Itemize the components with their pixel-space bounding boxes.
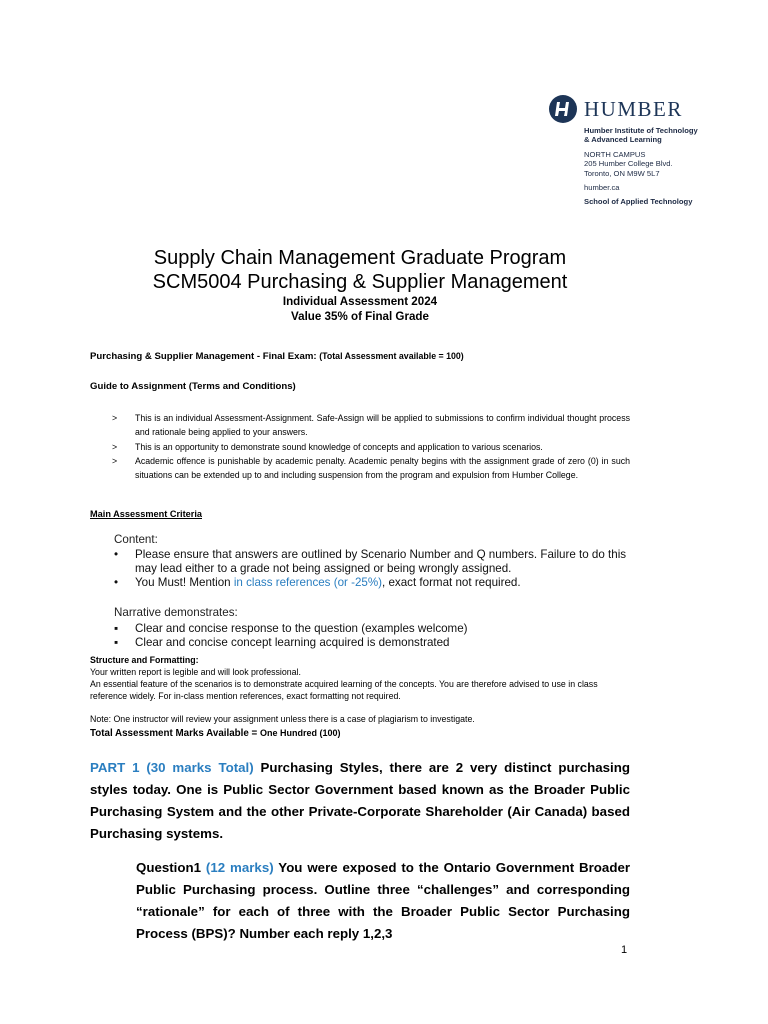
guide-item	[112, 454, 630, 483]
logo-wordmark: HUMBER	[584, 97, 683, 121]
bullet-icon: •	[114, 548, 119, 561]
structure-line: An essential feature of the scenarios is to demonstrate acquired learning of the concepts. You are therefore advised to use in class reference widely. For in-class mention references, exact formatting not required.	[90, 679, 598, 701]
part1-label: PART 1 (30 marks Total)	[90, 760, 254, 775]
campus-name: NORTH CAMPUS	[584, 149, 646, 159]
structure-heading: Structure and Formatting:	[90, 655, 199, 665]
page-number: 1	[621, 944, 628, 956]
question1-text: You were exposed to the Ontario Government Broader Public Purchasing process. Outline three “challenges” and corresponding “rationale” for each of three with the Broader Public Sector Purchasing Process (BPS)? Number each reply 1,2,3	[136, 860, 631, 941]
guide-marker: >	[112, 455, 118, 466]
guide-heading: Guide to Assignment (Terms and Conditions)	[90, 381, 296, 392]
institution-address	[584, 126, 764, 207]
humber-logo-icon	[548, 94, 578, 124]
narrative-label: Narrative demonstrates:	[114, 606, 238, 619]
humber-logo	[548, 94, 683, 124]
guide-item	[112, 440, 630, 454]
content-item-text: You Must! Mention	[135, 576, 234, 589]
narrative-item-text: Clear and concise concept learning acquired is demonstrated	[135, 636, 450, 649]
content-list	[114, 548, 634, 590]
list-item	[114, 622, 634, 636]
assessment-value: Value 35% of Final Grade	[291, 310, 429, 323]
square-bullet-icon: ▪	[114, 622, 119, 635]
guide-item-text: This is an individual Assessment-Assignment. Safe-Assign will be applied to submissions to confirm individual thought process and rationale being applied to your answers.	[135, 413, 630, 438]
guide-marker: >	[112, 413, 118, 423]
guide-list	[112, 411, 630, 482]
question1	[136, 857, 630, 945]
guide-item-text: This is an opportunity to demonstrate sound knowledge of concepts and application to various scenarios.	[135, 441, 543, 452]
total-marks-label: Total Assessment Marks Available =	[90, 728, 260, 739]
assessment-title: Individual Assessment 2024	[282, 295, 438, 308]
course-title: SCM5004 Purchasing & Supplier Management	[152, 271, 568, 293]
institute-name-line1: Humber Institute of Technology	[584, 126, 698, 135]
content-label: Content:	[114, 533, 158, 546]
campus-street: 205 Humber College Blvd.	[584, 159, 673, 169]
structure-section	[90, 654, 630, 702]
part1-intro	[90, 757, 630, 845]
guide-item	[112, 411, 630, 440]
question1-marks: (12 marks)	[205, 860, 274, 875]
bullet-icon: •	[114, 576, 119, 589]
narrative-list	[114, 622, 634, 650]
list-item	[114, 576, 634, 590]
total-marks-value: One Hundred (100)	[259, 728, 341, 738]
structure-line: Your written report is legible and will look professional.	[90, 667, 301, 677]
exam-label-main: Purchasing & Supplier Management - Final Exam:	[90, 351, 320, 362]
institute-name-line2: & Advanced Learning	[584, 135, 662, 145]
total-marks	[90, 728, 341, 739]
website: humber.ca	[584, 183, 620, 193]
instructor-note: Note: One instructor will review your assignment unless there is a case of plagiarism to investigate.	[90, 714, 475, 724]
campus-city: Toronto, ON M9W 5L7	[584, 168, 660, 178]
criteria-heading: Main Assessment Criteria	[90, 509, 202, 519]
list-item	[114, 548, 634, 576]
part1-text: Purchasing Styles, there are 2 very distinct purchasing styles today. One is Public Sector Government based known as the Broader Public Purchasing System and the other Private-Corporate Shareholder (Air Canada) based Purchasing systems.	[90, 760, 630, 841]
references-requirement: in class references (or -25%)	[233, 576, 383, 589]
school-name: School of Applied Technology	[584, 197, 693, 207]
exam-label	[90, 351, 464, 362]
guide-item-text: Academic offence is punishable by academic penalty. Academic penalty begins with the assignment grade of zero (0) in such situations can be extended up to and including suspension from the program and expulsion from Humber College.	[135, 455, 630, 481]
content-item-text: Please ensure that answers are outlined by Scenario Number and Q numbers. Failure to do this may lead either to a grade not being assigned or being wrongly assigned.	[135, 548, 627, 575]
list-item	[114, 636, 634, 650]
exam-label-note: (Total Assessment available = 100)	[319, 351, 464, 361]
narrative-item-text: Clear and concise response to the question (examples welcome)	[135, 622, 468, 635]
square-bullet-icon: ▪	[114, 636, 119, 649]
guide-marker: >	[112, 441, 118, 452]
program-title: Supply Chain Management Graduate Program	[153, 247, 567, 269]
question1-label: Question1	[136, 860, 206, 875]
content-item-text: , exact format not required.	[382, 576, 521, 589]
